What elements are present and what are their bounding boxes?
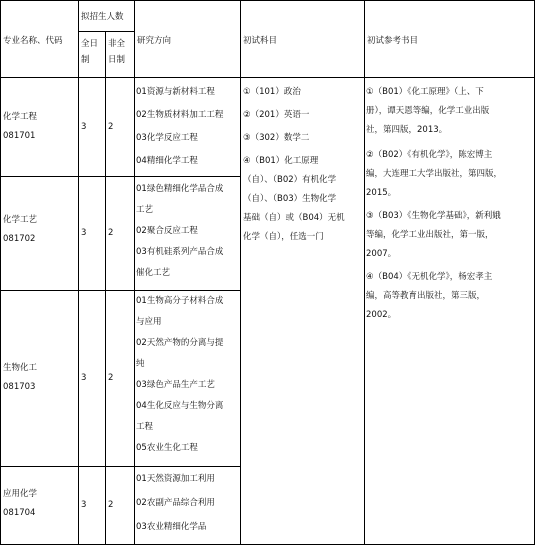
major-name-code: 化学工艺 081702 [3,215,38,244]
fulltime-count: 3 [81,373,87,383]
major-name-code: 应用化学 081704 [3,489,38,518]
table-border-top [0,0,535,1]
table-border-left [0,0,1,545]
major-name-code: 化学工程 081701 [3,112,38,141]
direction-list: 01天然资源加工利用 02农副产品综合利用 03农业精细化学品 [136,474,215,532]
direction-list: 01资源与新材料工程 02生物质材料加工工程 03化学反应工程 04精细化学工程 [136,87,224,166]
reference-book: ④（B04）《无机化学》，杨宏孝主 编，高等教育出版社，第三版， 2002。 [366,272,493,320]
fulltime-count: 3 [81,122,87,132]
parttime-count: 2 [108,228,114,238]
header-exam: 初试科目 [243,36,278,46]
header-parttime: 非全 日制 [108,39,126,65]
direction-list: 01生物高分子材料合成 与应用 02天然产物的分离与提 纯 03绿色产品生产工艺 04生化反应与生物分离 工程 05农业生化工程 [136,296,224,453]
column-divider [134,0,135,545]
reference-book: ①（B01）《化工原理》（上、下 册），谭天恩等编，化学工业出版 社，第四版，2013。 [366,87,490,135]
major-name-code: 生物化工 081703 [3,363,38,392]
header-direction: 研究方向 [137,36,172,46]
header-bottom-line [0,77,535,78]
row-divider [0,176,240,177]
row-divider [0,290,240,291]
header-fulltime: 全日 制 [81,39,99,65]
direction-list: 01绿色精细化学品合成 工艺 02聚合反应工程 03有机硅系列产品合成 催化工艺 [136,184,224,278]
fulltime-count: 3 [81,228,87,238]
header-books: 初试参考书目 [367,36,419,46]
header-major: 专业名称、代码 [3,36,63,46]
parttime-count: 2 [108,122,114,132]
column-divider [105,31,106,545]
parttime-count: 2 [108,373,114,383]
column-divider [240,0,241,545]
row-divider [0,466,240,467]
header-enroll: 拟招生人数 [81,12,124,22]
column-divider [364,0,365,545]
exam-subject-list: ①（101）政治 ②（201）英语一 ③（302）数学二 ④（B01）化工原理 （自）、（B02）有机化学 （自）、（B03）生物化学 基础（自）或（B04）无机 化学（自），任选一门 [243,87,345,242]
reference-book: ③（B03）《生物化学基础》，新利娥 等编，化学工业出版社，第一版， 2007。 [366,211,501,259]
column-divider [78,0,79,545]
parttime-count: 2 [108,500,114,510]
header-subdivider [78,31,134,32]
fulltime-count: 3 [81,500,87,510]
reference-book: ②（B02）《有机化学》，陈宏博主 编，大连理工大学出版社，第四版， 2015。 [366,150,503,198]
